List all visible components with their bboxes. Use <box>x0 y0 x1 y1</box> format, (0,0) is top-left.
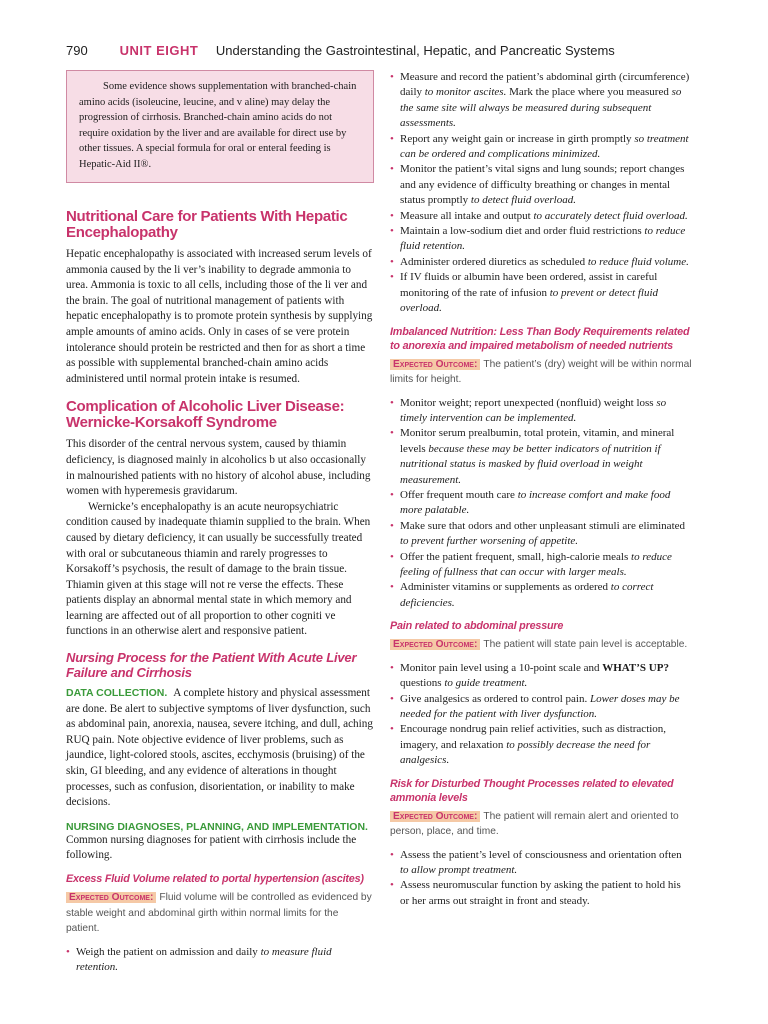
page-number: 790 <box>66 43 88 58</box>
bullet-icon: • <box>390 692 394 705</box>
tip-text: Some evidence shows supplementation with branched-chain amino acids (isoleucine, leucine, and v aline) may delay the progression of cirrhosis. Branched-chain amino acids do not require oxidation by the liver and are available for direct use by other tissues. A special formula for oral or enteral feeding is Hepatic-Aid II®. <box>79 81 357 170</box>
left-column <box>66 70 374 981</box>
list-item <box>390 519 692 550</box>
bullet-icon: • <box>390 581 394 594</box>
list-item <box>66 945 374 976</box>
list-item <box>390 878 692 909</box>
item-text: Measure and record the patient’s abdominal girth (circumference) daily <box>400 71 690 99</box>
item-rationale: so timely intervention can be implemented. <box>400 396 667 424</box>
item-text: Measure all intake and output <box>400 209 531 222</box>
item-rationale: to reduce feeling of fullness that can occur with larger meals. <box>400 550 672 578</box>
item-rationale: to allow prompt treatment. <box>400 863 518 876</box>
intervention-list-pain <box>390 661 692 769</box>
bullet-icon: • <box>66 945 70 958</box>
item-rationale: to prevent further worsening of appetite. <box>400 535 579 548</box>
data-collection-label: DATA COLLECTION. <box>66 687 168 700</box>
list-item <box>390 722 692 768</box>
item-text: Monitor weight; report unexpected (nonfluid) weight loss <box>400 396 654 409</box>
expected-outcome <box>390 809 692 840</box>
diagnosis-imbalanced-nutrition: Imbalanced Nutrition: Less Than Body Requirements related to anorexia and impaired metabolism of needed nutrients <box>390 325 690 352</box>
item-text: Maintain a low-sodium diet and order fluid restrictions <box>400 225 642 238</box>
expected-outcome-tag: Expected Outcome: <box>66 892 156 903</box>
list-item <box>390 488 692 519</box>
unit-label: UNIT EIGHT <box>119 43 199 58</box>
paragraph: Wernicke’s encephalopathy is an acute neuropsychiatric condition caused by inadequate thiamin supplied to the brain. When caused by dietary deficiency, it can usually be successfully treated with oral or subcutaneous thiamin and rarely progresses to Korsakoff’s psychosis, the result of damage to the brain tissue. Thiamin given at this stage will not re verse the effects. These patients display an abnormal mental state in which memory and learning are affected out of all proportion to other cogniti ve functions in an otherwise alert and responsive patient. <box>66 500 371 638</box>
bullet-icon: • <box>390 723 394 736</box>
nursing-diagnoses-label: NURSING DIAGNOSES, PLANNING, AND IMPLEMENTATION. <box>66 820 368 833</box>
bullet-icon: • <box>390 661 394 674</box>
running-title: Understanding the Gastrointestinal, Hepatic, and Pancreatic Systems <box>215 43 615 58</box>
list-item <box>390 209 692 224</box>
nursing-diagnoses-text: Common nursing diagnoses for patient with cirrhosis include the following. <box>66 833 357 862</box>
paragraph: This disorder of the central nervous system, caused by thiamin deficiency, is diagnosed mainly in alcoholics b ut also occasionally in malnourished patients with no history of alcohol abuse, including women with hyperemesis gravidarum. <box>66 438 371 498</box>
item-text: Administer vitamins or supplements as ordered <box>400 581 609 594</box>
item-text: Monitor serum prealbumin, total protein, vitamin, and mineral levels <box>400 427 675 455</box>
item-rationale: to reduce fluid retention. <box>400 225 686 253</box>
intervention-list-nutrition <box>390 396 692 612</box>
list-item <box>390 550 692 581</box>
section-title-nursing-process: Nursing Process for the Patient With Acute Liver Failure and Cirrhosis <box>66 650 357 681</box>
list-item <box>390 848 692 879</box>
bullet-icon: • <box>390 848 394 861</box>
item-rationale: because these may be better indicators of nutrition if nutritional status is masked by fluid overload in weight measurement. <box>400 442 661 486</box>
item-text: Report any weight gain or increase in girth promptly <box>400 132 632 145</box>
tip-box <box>66 70 374 183</box>
item-text: Assess the patient’s level of consciousness and orientation often <box>400 848 682 861</box>
list-item <box>390 426 692 488</box>
intervention-list <box>66 945 374 976</box>
bullet-icon: • <box>390 255 394 268</box>
paragraph: Hepatic encephalopathy is associated with increased serum levels of ammonia caused by the li ver’s inability to degrade ammonia to urea. Ammonia is toxic to all cells, including those of the li ver and the brain. The goal of nutritional management of patients with hepatic encephalopathy is to promote protein synthesis by supplying ample amounts of amino acids. Only in cases of se vere protein intolerance should protein be restricted and then for as short a time as possible with supplemental branched-chain amino acids administered until normal protein intake is resumed. <box>66 248 373 385</box>
item-rationale: to prevent or detect fluid overload. <box>400 286 659 315</box>
page-header <box>66 43 746 63</box>
bullet-icon: • <box>390 519 394 532</box>
item-rationale: to accurately detect fluid overload. <box>533 209 688 222</box>
bullet-icon: • <box>390 427 394 440</box>
expected-outcome-tag: Expected Outcome: <box>390 811 480 822</box>
expected-outcome-text: The patient’s (dry) weight will be within normal limits for height. <box>390 358 692 385</box>
item-rationale: to possibly decrease the need for analgesics. <box>400 738 651 767</box>
item-rationale: to detect fluid overload. <box>470 194 576 207</box>
item-text: Assess neuromuscular function by asking the patient to hold his or her arms out straight in front and steady. <box>400 879 681 907</box>
expected-outcome-tag: Expected Outcome: <box>390 359 480 370</box>
intervention-list-thought <box>390 848 692 910</box>
item-text: Encourage nondrug pain relief activities, such as distraction, imagery, and relaxation <box>400 723 667 751</box>
bullet-icon: • <box>390 132 394 145</box>
bullet-icon: • <box>390 550 394 563</box>
item-rationale: so treatment can be ordered and complications minimized. <box>400 132 689 161</box>
bullet-icon: • <box>390 71 394 83</box>
expected-outcome <box>66 890 374 937</box>
bullet-icon: • <box>390 163 394 176</box>
expected-outcome-text: Fluid volume will be controlled as evidenced by stable weight and abdominal girth within normal limits for the patient. <box>66 892 372 934</box>
list-item <box>390 270 692 316</box>
item-rationale: Lower doses may be needed for the patient with liver dysfunction. <box>400 692 680 720</box>
section-title-hepatic-encephalopathy: Nutritional Care for Patients With Hepatic Encephalopathy <box>66 208 348 241</box>
intervention-list-fluid <box>390 70 692 317</box>
list-item <box>390 580 692 611</box>
data-collection-paragraph <box>66 686 374 811</box>
list-item <box>390 70 692 132</box>
item-rationale: to correct deficiencies. <box>400 581 654 609</box>
list-item <box>390 132 692 163</box>
item-text: Offer the patient frequent, small, high-calorie meals <box>400 550 629 563</box>
item-text: If IV fluids or albumin have been ordered, assist in careful monitoring of the rate of infusion <box>400 271 658 299</box>
item-text: Weigh the patient on admission and daily <box>76 945 258 958</box>
item-text: Mark the place where you measured <box>506 86 669 99</box>
expected-outcome <box>390 357 692 388</box>
diagnosis-disturbed-thought: Risk for Disturbed Thought Processes related to elevated ammonia levels <box>390 777 674 804</box>
item-text: Administer ordered diuretics as scheduled <box>400 255 586 268</box>
list-item <box>390 692 692 723</box>
bullet-icon: • <box>390 209 394 222</box>
item-text: Monitor pain level using a 10-point scale and <box>400 661 600 674</box>
bullet-icon: • <box>390 271 394 284</box>
item-rationale: to measure fluid retention. <box>76 945 332 973</box>
expected-outcome-text: The patient will remain alert and oriented to person, place, and time. <box>390 810 679 838</box>
item-rationale: to reduce fluid volume. <box>587 255 689 268</box>
item-rationale: to increase comfort and make food more palatable. <box>400 488 671 517</box>
item-text: questions <box>400 677 442 690</box>
bullet-icon: • <box>390 488 394 501</box>
item-rationale: to guide treatment. <box>444 677 528 690</box>
expected-outcome <box>390 637 692 653</box>
list-item <box>390 396 692 427</box>
item-rationale: so the same site will always be measured during subsequent assessments. <box>400 86 682 130</box>
bullet-icon: • <box>390 225 394 238</box>
item-emphasis: WHAT’S UP? <box>602 661 669 674</box>
diagnosis-excess-fluid: Excess Fluid Volume related to portal hypertension (ascites) <box>66 873 364 885</box>
list-item <box>390 255 692 270</box>
item-text: Give analgesics as ordered to control pain. <box>400 692 588 705</box>
right-column <box>390 70 692 915</box>
list-item <box>390 224 692 255</box>
list-item <box>390 162 692 208</box>
item-rationale: to monitor ascites. <box>424 86 507 99</box>
diagnosis-pain: Pain related to abdominal pressure <box>390 620 564 633</box>
item-text: Offer frequent mouth care <box>400 488 515 501</box>
list-item <box>390 661 692 692</box>
bullet-icon: • <box>390 879 394 892</box>
item-text: Monitor the patient’s vital signs and lung sounds; report changes and any evidence of difficulty breathing or changes in mental status promptly <box>400 163 685 207</box>
expected-outcome-tag: Expected Outcome: <box>390 639 480 650</box>
item-text: Make sure that odors and other unpleasant stimuli are eliminated <box>400 519 686 532</box>
bullet-icon: • <box>390 396 394 409</box>
expected-outcome-text: The patient will state pain level is acceptable. <box>483 639 688 651</box>
data-collection-text: A complete history and physical assessment are done. Be alert to subjective symptoms of liver dysfunction, such as abdominal pain, anorexia, nausea, severe itching, and dull, aching RUQ pain. Note objective evidence of liver problems, such as jaundice, light-colored stools, ascites, ecchymosis (bruising) of the skin, GI bleeding, and any evidence of alterations in thought processes, such as confusion, disorientation, or inability to make decisions. <box>66 687 373 809</box>
section-title-wernicke-korsakoff: Complication of Alcoholic Liver Disease: Wernicke-Korsakoff Syndrome <box>66 398 345 432</box>
